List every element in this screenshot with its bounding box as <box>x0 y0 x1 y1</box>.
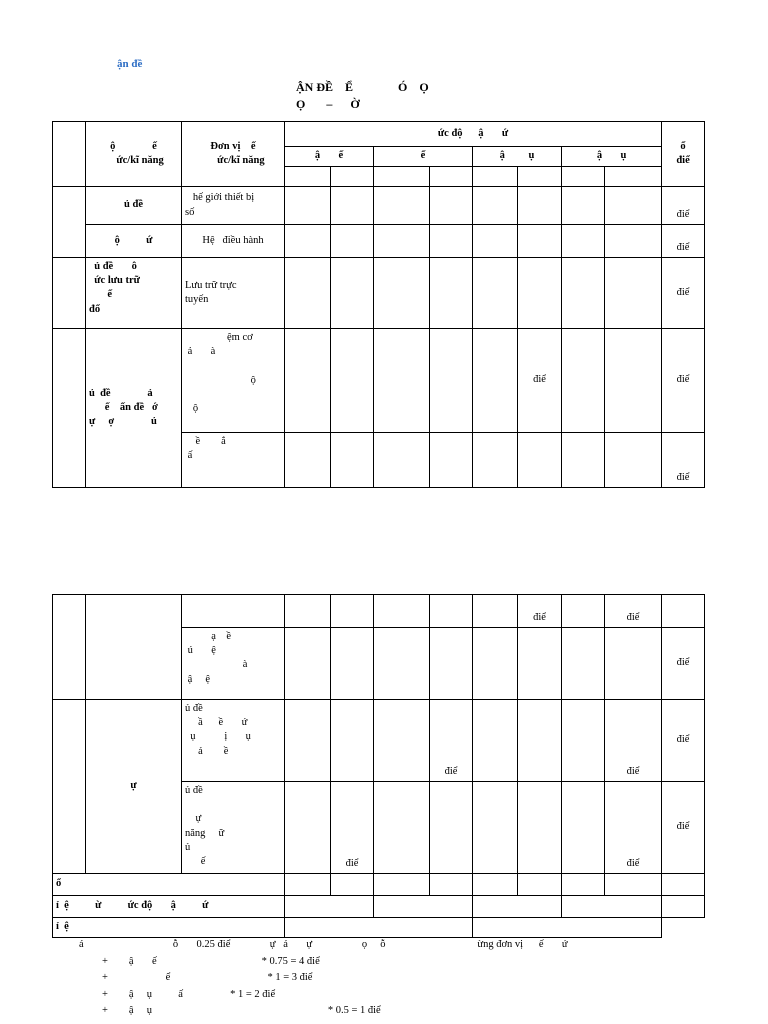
row-unit-2: Hệ điều hành <box>182 225 285 258</box>
empty-cell <box>562 782 605 874</box>
t2-row2-total: điể <box>662 628 705 700</box>
empty-cell <box>662 595 705 628</box>
empty-cell <box>285 187 331 225</box>
empty-cell <box>374 225 430 258</box>
t2-percent-label: ỉ ệ ừ ức độ ậ ứ <box>53 896 285 918</box>
empty-cell <box>374 433 430 488</box>
empty-cell <box>562 225 605 258</box>
empty-cell <box>518 700 562 782</box>
empty-cell <box>473 700 518 782</box>
empty-cell <box>374 258 430 329</box>
empty-cell <box>374 187 430 225</box>
empty-cell <box>331 167 374 187</box>
note-line-4: + ậ ụ * 0.5 = 1 điể <box>102 1005 381 1016</box>
row-unit-3: Lưu trữ trực tuyến <box>182 258 285 329</box>
t2-row1-cell-b: điể <box>605 595 662 628</box>
empty-cell <box>518 782 562 874</box>
empty-cell <box>473 433 518 488</box>
t2-row2-unit: ạ ề ú ệ à ậ ệ <box>182 628 285 700</box>
row-unit-4b: ề ắ ấ <box>182 433 285 488</box>
row-topic-1: ủ đề <box>86 187 182 225</box>
t2-sum-label: ổ <box>53 874 285 896</box>
title-line-1: ẬN ĐỀ Ể Ó Ọ <box>296 80 429 94</box>
empty-cell <box>473 167 518 187</box>
t2-row3-unit: ủ đề ầ ề ứ ụ ị ụ ả ề <box>182 700 285 782</box>
header-level-2: ể <box>374 147 473 167</box>
empty-cell <box>562 896 662 918</box>
header-level-4: ậ ụ <box>562 147 662 167</box>
row-cell-4a: điể <box>518 329 562 433</box>
title-line-2: Ọ – Ờ <box>296 97 360 111</box>
empty-cell <box>605 628 662 700</box>
empty-cell <box>374 628 430 700</box>
empty-cell <box>430 187 473 225</box>
empty-cell <box>430 167 473 187</box>
empty-cell <box>285 918 473 938</box>
empty-cell <box>562 329 605 433</box>
empty-cell <box>53 700 86 874</box>
matrix-table-top <box>52 121 705 488</box>
header-level-1: ậ ế <box>285 147 374 167</box>
empty-cell <box>374 167 430 187</box>
t2-row4-total: điể <box>662 782 705 874</box>
t2-row3-cell-c: điể <box>430 700 473 782</box>
empty-cell <box>331 628 374 700</box>
empty-cell <box>285 896 374 918</box>
t2-row4-unit: ủ đề ự năng ữ ủ ế <box>182 782 285 874</box>
empty-cell <box>518 187 562 225</box>
row-total-2: điể <box>662 225 705 258</box>
header-index-cell <box>53 122 86 187</box>
empty-cell <box>518 167 562 187</box>
header-topic: ộ ế ức/kĩ năng <box>86 122 182 187</box>
row-unit-4a: ệm cơ ả à ộ ộ <box>182 329 285 433</box>
empty-cell <box>374 782 430 874</box>
empty-cell <box>374 896 473 918</box>
empty-cell <box>430 874 473 896</box>
empty-cell <box>53 187 86 258</box>
empty-cell <box>562 167 605 187</box>
empty-cell <box>605 187 662 225</box>
empty-cell <box>285 595 331 628</box>
empty-cell <box>473 896 562 918</box>
empty-cell <box>430 258 473 329</box>
empty-cell <box>518 874 562 896</box>
empty-cell <box>473 225 518 258</box>
empty-cell <box>331 187 374 225</box>
empty-cell <box>562 700 605 782</box>
empty-cell <box>430 595 473 628</box>
empty-cell <box>285 874 331 896</box>
t2-row3-cell-e: điể <box>605 700 662 782</box>
row-unit-1: hế giới thiết bị số <box>182 187 285 225</box>
empty-cell <box>662 874 705 896</box>
empty-cell <box>285 700 331 782</box>
empty-cell <box>473 187 518 225</box>
empty-cell <box>605 874 662 896</box>
empty-cell <box>374 595 430 628</box>
empty-cell <box>473 918 662 938</box>
empty-cell <box>473 874 518 896</box>
empty-cell <box>331 433 374 488</box>
empty-cell <box>285 258 331 329</box>
t2-row3-topic: ự <box>86 700 182 874</box>
empty-cell <box>285 167 331 187</box>
empty-cell <box>562 258 605 329</box>
document-subtitle <box>296 97 360 112</box>
empty-cell <box>473 329 518 433</box>
empty-cell <box>562 628 605 700</box>
empty-cell <box>331 225 374 258</box>
empty-cell <box>430 782 473 874</box>
t2-row4-cell-a: điể <box>331 782 374 874</box>
note-line-0: á ỗ 0.25 điể ự ả ự ọ ỗ ừng đơn vị ế ứ <box>79 939 568 950</box>
t2-row1-cell-a: điể <box>518 595 562 628</box>
empty-cell <box>182 595 285 628</box>
header-level: ức độ ậ ứ <box>285 122 662 147</box>
empty-cell <box>562 433 605 488</box>
empty-cell <box>285 782 331 874</box>
empty-cell <box>473 258 518 329</box>
matrix-table-bottom <box>52 594 705 938</box>
row-total-4b: điể <box>662 433 705 488</box>
empty-cell <box>430 329 473 433</box>
empty-cell <box>285 433 331 488</box>
empty-cell <box>518 258 562 329</box>
empty-cell <box>86 595 182 700</box>
empty-cell <box>374 329 430 433</box>
empty-cell <box>285 628 331 700</box>
empty-cell <box>430 433 473 488</box>
row-topic-4: ủ đề ả ế ấn đề ớ ự ợ ủ <box>86 329 182 488</box>
empty-cell <box>473 595 518 628</box>
empty-cell <box>331 874 374 896</box>
empty-cell <box>605 258 662 329</box>
empty-cell <box>518 628 562 700</box>
empty-cell <box>562 187 605 225</box>
row-topic-2: ộ ứ <box>86 225 182 258</box>
header-link[interactable]: ận đề <box>117 58 143 70</box>
empty-cell <box>53 329 86 488</box>
t2-row4-cell-e: điể <box>605 782 662 874</box>
t2-row3-total: điể <box>662 700 705 782</box>
empty-cell <box>430 628 473 700</box>
empty-cell <box>53 595 86 700</box>
empty-cell <box>374 700 430 782</box>
empty-cell <box>605 225 662 258</box>
header-unit: Đơn vị ế ức/kĩ năng <box>182 122 285 187</box>
empty-cell <box>331 258 374 329</box>
empty-cell <box>605 433 662 488</box>
row-topic-3: ủ đề ô ức lưu trữ ế đổ <box>86 258 182 329</box>
note-line-2: + ể * 1 = 3 điể <box>102 972 313 983</box>
row-total-3: điể <box>662 258 705 329</box>
empty-cell <box>331 700 374 782</box>
note-line-1: + ậ ế * 0.75 = 4 điể <box>102 956 320 967</box>
document-title <box>296 80 429 95</box>
empty-cell <box>518 225 562 258</box>
empty-cell <box>53 258 86 329</box>
empty-cell <box>605 167 662 187</box>
empty-cell <box>473 782 518 874</box>
empty-cell <box>605 329 662 433</box>
empty-cell <box>562 595 605 628</box>
header-level-3: ậ ụ <box>473 147 562 167</box>
empty-cell <box>285 329 331 433</box>
empty-cell <box>518 433 562 488</box>
empty-cell <box>331 595 374 628</box>
empty-cell <box>562 874 605 896</box>
empty-cell <box>662 896 705 918</box>
header-total: ổ điể <box>662 122 705 187</box>
note-line-3: + ậ ụ ấ * 1 = 2 điể <box>102 989 276 1000</box>
row-total-1: điể <box>662 187 705 225</box>
empty-cell <box>473 628 518 700</box>
empty-cell <box>331 329 374 433</box>
empty-cell <box>430 225 473 258</box>
row-total-4a: điể <box>662 329 705 433</box>
empty-cell <box>285 225 331 258</box>
empty-cell <box>374 874 430 896</box>
t2-percent2-label: ỉ ệ <box>53 918 285 938</box>
